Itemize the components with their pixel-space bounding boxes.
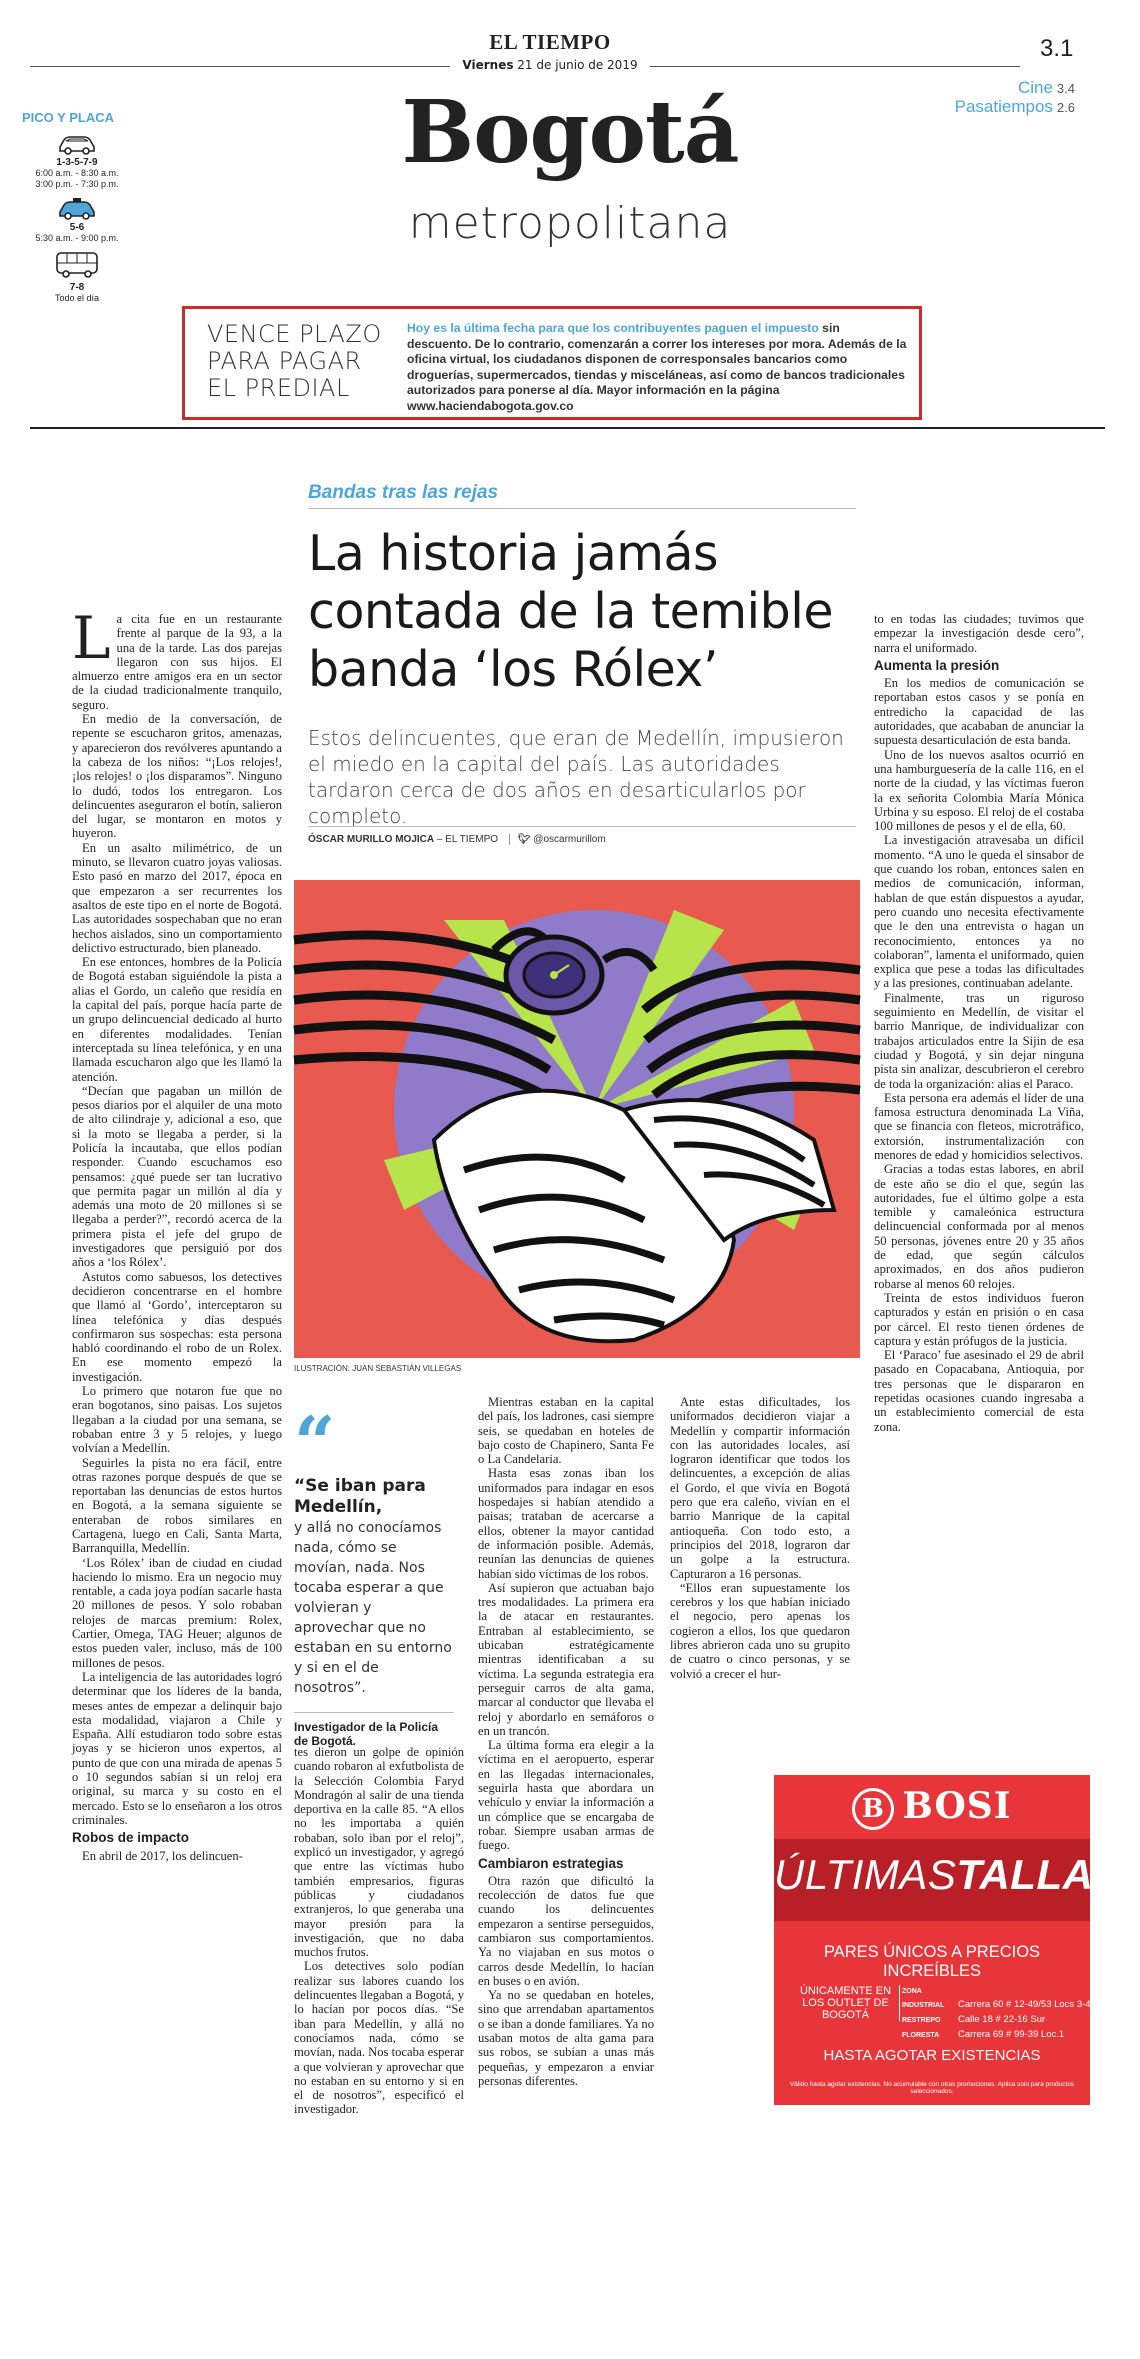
col3-paragraph: Otra razón que dificultó la recolección de datos fue que cuando los delincuentes empezaron a sentirse perseguidos, cambiaron sus comportamientos. Ya no viajaban en sus motos o carros desde Medellín, lo hacían en buses o en avión. <box>478 1873 654 1988</box>
illustration-caption: ILUSTRACIÓN: JUAN SEBASTIÁN VILLEGAS <box>294 1364 462 1373</box>
date-rest: 21 de junio de 2019 <box>513 58 638 72</box>
col1-paragraph: ‘Los Rólex’ iban de ciudad en ciudad haciendo lo mismo. Era un negocio muy rentable, a cada joya podían sacarle hasta 20 millones de pesos. Y solo robaban relojes de marcas premium: Rolex, Cartier, Omega, TAG Heuer; algunos de estos pueden valer, incluso, más de 100 millones de pesos. <box>72 1555 282 1670</box>
xref-pasatiempos-page: 2.6 <box>1056 100 1075 115</box>
section-subtitle: metropolitana <box>408 198 732 249</box>
date-weekday: Viernes <box>462 58 514 72</box>
bus-icon <box>54 250 100 280</box>
col5-paragraph: En los medios de comunicación se reportaban estos casos y se ponía en entredicho la capacidad de las autoridades, que acababan de anunciar la supuesta desarticulación de esta banda. <box>874 676 1084 748</box>
xref-cine-label: Cine <box>1017 78 1053 97</box>
xref-cine-page: 3.4 <box>1056 81 1075 96</box>
ad-store <box>902 2013 1102 2028</box>
pull-quote-lead: “Se iban para Medellín, <box>294 1476 426 1517</box>
times-taxi: 5:30 a.m. - 9:00 p.m. <box>35 233 119 243</box>
ad-store-address: Carrera 69 # 99-39 Loc.1 <box>958 2029 1065 2040</box>
pull-quote-attribution: Investigador de la Policía de Bogotá. <box>294 1712 454 1748</box>
ad-store-addresses <box>902 1985 1102 2043</box>
twitter-icon: 🐦︎ <box>517 834 531 845</box>
article-headline: La historia jamás contada de la temible banda ‘los Rólex’ <box>308 525 834 698</box>
col3-paragraph: Mientras estaban en la capital del país, los ladrones, casi siempre seis, se quedaban en hoteles de bajo costo de Chapinero, Santa Fe o La Candelaria. <box>478 1395 654 1467</box>
ad-store-zone: RESTREPO <box>902 2017 941 2024</box>
article-column-5 <box>874 612 1084 1737</box>
plates-car: 1-3-5-7-9 <box>56 157 98 168</box>
col5-paragraph: Gracias a todas estas labores, en abril de este año se dio el que, según las autoridades, fue el último golpe a esta temible y camaleónica estructura delincuencial conformada por al menos 50 personas, jóvenes entre 20 y 35 años de edad, que según cálculos aproximados, en dos años pudieron robarse al menos 60 relojes. <box>874 1162 1084 1291</box>
ad-outlet-label: ÚNICAMENTE EN LOS OUTLET DE BOGOTÁ <box>798 1985 900 2021</box>
issue-date <box>400 58 700 72</box>
pull-quote-text: y allá no conocíamos nada, cómo se movían, nada. Nos tocaba esperar a que volvieran y aprovechar que no estaban en su entorno y si en el de nosotros”. <box>294 1520 452 1696</box>
col5-paragraph: Treinta de estos individuos fueron capturados y están en prisión o en casa por cárcel. El resto tienen órdenes de captura y están prófugos de la justicia. <box>874 1290 1084 1348</box>
col1-paragraph: En un asalto milimétrico, de un minuto, se llevaron cuatro joyas valiosas. Esto pasó en marzo del 2017, época en que empezaron a ser recurrentes los asaltos de este tipo en el norte de Bogotá. Las autoridades sospechaban que no eran hechos aislados, sino un comportamiento delictivo estructurado, bien planeado. <box>72 840 282 955</box>
col1-paragraph: En abril de 2017, los delincuen- <box>82 1848 243 1863</box>
col1-paragraph: En ese entonces, hombres de la Policía de Bogotá estaban siguiéndole la pista a alias el Gordo, un caleño que residía en la capital del país, porque hacía parte de un grupo delincuencial dedicado al hurto en diferentes modalidades. Tenían interceptada su línea telefónica, y en una llamada escucharon algo que les llamó la atención. <box>72 955 282 1084</box>
masthead-rule-left <box>30 66 450 67</box>
twitter-handle[interactable] <box>509 834 606 845</box>
taxi-icon <box>56 196 98 220</box>
col1-paragraph: La inteligencia de las autoridades logró determinar que los líderes de la banda, meses antes de empezar a delinquir bajo esta modalidad, viajaron a Chile y España. Allí estudiaron todo sobre estas joyas y se hicieron unos expertos, al punto de que con una mirada de apenas 5 o 10 segundos sabían si un reloj era original, su marca y su costo en el mercado. Esto se lo enseñaron a los otros criminales. <box>72 1669 282 1827</box>
article-column-1 <box>72 604 282 2142</box>
byline-author: ÓSCAR MURILLO MOJICA <box>308 834 435 845</box>
col1-paragraph: En medio de la conversación, de repente se escucharon gritos, amenazas, y aparecieron dos revólveres apuntando a la cabeza de los niños: “¡Los relojes!, ¡los relojes! o ¡los disparamos”. Ninguno lo dudó, todos los entregaron. Los delincuentes aseguraron el botín, salieron del lugar, se montaron en motos y huyeron. <box>72 712 282 841</box>
bosi-logo-mark: B <box>852 1788 894 1830</box>
article-column-4 <box>670 1395 850 1755</box>
twitter-handle-text: @oscarmurillom <box>533 834 606 845</box>
subhead-cambiaron-estrategias: Cambiaron estrategias <box>478 1855 624 1871</box>
ad-store-zone: ZONA INDUSTRIAL <box>902 1988 945 2009</box>
ad-store <box>902 2028 1102 2043</box>
bosi-logo <box>774 1785 1090 1830</box>
bosi-logo-text: BOSI <box>902 1785 1012 1827</box>
col5-paragraph: Uno de los nuevos asaltos ocurrió en una hamburguesería de la calle 116, en el norte de la ciudad, y las víctimas fueron la ex señorita Colombia María Mónica Urbina y su esposo. El reloj de el costaba 100 millones de pesos y el de ella, 60. <box>874 747 1084 834</box>
col2-paragraph: Los detectives solo podían realizar sus labores cuando los delincuentes llegaban a Bogotá, y lo hacían por pocos días. “Se iban para Medellín, y allá no conocíamos nada, cómo se movían, nada. Nos tocaba esperar a que volvieran y aprovechar que no estaban en su entorno y si en el de nosotros”, especificó el investigador. <box>294 1959 464 2117</box>
article-deck: Estos delincuentes, que eran de Medellín, impusieron el miedo en la capital del país. Las autoridades tardaron cerca de dos años en desarticularlos por completo. <box>308 726 844 828</box>
predial-lead: Hoy es la última fecha para que los contribuyentes paguen el impuesto <box>407 321 819 335</box>
subhead-aumenta-la-presion: Aumenta la presión <box>874 657 1000 673</box>
pico-y-placa <box>22 110 132 304</box>
col1-paragraph: Astutos como sabuesos, los detectives decidieron concentrarse en el hombre que llamó al ‘Gordo’, interceptaron su línea telefónica y días después confirmaron sus sospechas: esta persona habló coordinando el robo de un Rolex. En ese momento empezó la investigación. <box>72 1269 282 1384</box>
col4-paragraph: “Ellos eran supuestamente los cerebros y los que habían iniciado el negocio, pero apenas los cogieron a ellos, los que quedaron libres abrieron cada uno su grupito de cuatro o cinco personas, y se volvió a crecer el hur- <box>670 1580 850 1681</box>
masthead-rule-right <box>650 66 1020 67</box>
article-byline <box>308 826 856 845</box>
ad-headline-light: ÚLTIMAS <box>774 1851 957 1898</box>
quote-mark-icon: “ <box>294 1400 336 1485</box>
drop-cap: L <box>72 604 111 672</box>
section-divider <box>30 427 1105 429</box>
times-bus: Todo el día <box>54 293 100 303</box>
predial-headline <box>207 321 407 402</box>
ad-until-stock-lasts: HASTA AGOTAR EXISTENCIAS <box>823 2047 1041 2064</box>
predial-notice <box>182 306 922 420</box>
ad-headline <box>774 1851 1122 1899</box>
col3-paragraph: Ya no se quedaban en hoteles, sino que arrendaban apartamentos o se iban a donde familiares. Ya no usaban motos de alta gama para sus robos, se subían a unas más pequeñas, y empezaron a enviar personas diferentes. <box>478 1988 654 2088</box>
predial-body <box>407 321 907 414</box>
plates-taxi: 5-6 <box>69 222 85 233</box>
ad-store <box>902 1985 1102 2013</box>
subhead-robos-de-impacto: Robos de impacto <box>72 1830 190 1846</box>
section-title: Bogotá <box>401 82 739 183</box>
predial-headline-line: VENCE PLAZO <box>207 320 382 348</box>
article-column-2 <box>294 1745 464 2135</box>
col5-paragraph: Esta persona era además el líder de una famosa estructura denominada La Viña, que se financia con fleteos, microtráfico, extorsión, instrumentalización con menores de edad y homicidios selectivos. <box>874 1090 1084 1162</box>
col3-paragraph: Así supieron que actuaban bajo tres modalidades. La primera era la de atacar en restaurantes. Entraban al establecimiento, se ubicaban estratégicamente mientras identificaban a su víctima. La segunda estrategia era perseguir carros de alta gama, marcar al conductor que llevaba el reloj y abordarlo en semáforos o en un trancón. <box>478 1580 654 1738</box>
col5-paragraph: to en todas las ciudades; tuvimos que empezar la investigación desde cero”, narra el uniformado. <box>874 612 1084 655</box>
col5-paragraph: El ‘Paraco’ fue asesinado el 29 de abril pasado en Copacabana, Antioquia, por tres personas que le dispararon en repetidas ocasiones cuando ingresaba a un establecimiento comercial de esta zona. <box>874 1348 1084 1434</box>
pico-y-placa-title: PICO Y PLACA <box>22 110 114 125</box>
col1-paragraph: Seguirles la pista no era fácil, entre otras razones porque después de que se reportaban las denuncias de estos hurtos en Bogotá, a la semana siguiente se enteraban de robos similares en Cartagena, luego en Cali, Santa Marta, Barranquilla, Medellín. <box>72 1455 282 1556</box>
byline-outlet: – EL TIEMPO <box>434 834 499 845</box>
col5-paragraph: La investigación atravesaba un difícil momento. “A uno le queda el sinsabor de que cuando los roban, entonces salen en medios de comunicación, informan, hablan de que están dispuestos a ayudar, pero cuando uno necesita efectivamente que le den una entrevista o hagan un reconocimiento, entonces ya no colaboran”, lamenta el uniformado, quien explica que pese a todas las dificultades y a las presiones, continuaban adelante. <box>874 833 1084 991</box>
col1-paragraph: Lo primero que notaron fue que no eran bogotanos, sino paisas. Los sujetos llegaban a la ciudad por una semana, se robaban entre 3 y 5 relojes, y luego volvían a Medellín. <box>72 1384 282 1456</box>
article-illustration <box>294 880 860 1358</box>
ad-store-zone: FLORESTA <box>902 2032 940 2039</box>
times-car-2: 3:00 p.m. - 7:30 p.m. <box>35 179 119 189</box>
predial-headline-line: EL PREDIAL <box>207 374 350 402</box>
col1-first-paragraph: a cita fue en un restaurante frente al parque de la 93, a la una de la tarde. Las dos parejas llegaron con sus hijos. El almuerzo entre amigos era en un sector de la ciudad tradicionalmente tranquilo, seguro. <box>72 612 282 712</box>
col3-paragraph: Hasta esas zonas iban los uniformados para indagar en esos hospedajes si habían atendido a paisas; trataban de acercarse a ellos, obtener la mayor cantidad de información posible. Además, reunían las denuncias de quienes habían sido víctimas de los robos. <box>478 1466 654 1581</box>
ad-store-address: Carrera 60 # 12-49/53 Locs 3-4 <box>958 1999 1091 2010</box>
car-icon <box>56 131 98 155</box>
page-number: 3.1 <box>1040 35 1074 62</box>
handshake-watch-illustration <box>294 880 860 1358</box>
times-car-1: 6:00 a.m. - 8:30 a.m. <box>35 168 119 178</box>
col3-paragraph: La última forma era elegir a la víctima en el aeropuerto, esperar en las llegadas internacionales, seguirla hasta que abordara un vehículo y enviar la información a un cómplice que se encargaba de robar. Siempre usaban armas de fuego. <box>478 1738 654 1853</box>
plates-bus: 7-8 <box>69 282 85 293</box>
predial-text: sin descuento. De lo contrario, comenzarán a correr los intereses por mora. Además de la oficina virtual, los ciudadanos disponen de corresponsales bancarios como droguerías, supermercados, tiendas y misceláneas, así como de bancos tradicionales autorizados para ponerse al día. Mayor información en la página www.haciendabogota.gov.co <box>407 321 907 413</box>
article-kicker: Bandas tras las rejas <box>308 482 499 503</box>
xref-pasatiempos-label: Pasatiempos <box>954 97 1053 116</box>
article-column-3 <box>478 1395 654 2135</box>
col5-paragraph: Finalmente, tras un riguroso seguimiento en Medellín, de visitar el barrio Manrique, de individualizar con trabajos articulados entre la Sijin de esa ciudad y Bogotá, y sin dejar ninguna pista sin analizar, descubrieron el cerebro de toda la organización: alias el Paraco. <box>874 990 1084 1091</box>
ad-headline-bold: TALLAS <box>956 1851 1122 1898</box>
bosi-advertisement[interactable] <box>774 1775 1122 2105</box>
pull-quote <box>294 1400 454 1748</box>
kicker-rule <box>308 508 856 509</box>
ad-fine-print: Válido hasta agotar existencias. No acumulable con otras promociones. Aplica solo para productos seleccionados. <box>789 2081 1075 2095</box>
col4-paragraph: Ante estas dificultades, los uniformados decidieron viajar a Medellín y compartir información con las autoridades locales, así lograron identificar que todos los delincuentes, a excepción de alias el Gordo, el que vivía en Bogotá pero que era caleño, vivían en el barrio Manrique de la capital antioqueña. Con todo esto, a principios del 2018, lograron dar un golpe a la estructura. Capturaron a 16 personas. <box>670 1395 850 1581</box>
predial-headline-line: PARA PAGAR <box>207 347 362 375</box>
ad-subheadline: PARES ÚNICOS A PRECIOS INCREÍBLES <box>823 1943 1041 1980</box>
ad-store-address: Calle 18 # 22-16 Sur <box>958 2014 1046 2025</box>
newspaper-brand: EL TIEMPO <box>489 30 611 54</box>
col1-paragraph: “Decían que pagaban un millón de pesos diarios por el alquiler de una moto de alto cilindraje y, adicional a eso, que si la moto se llegaba a perder, si la Policía la incautaba, que ellos podían responder. Cuando escuchamos eso pensamos: ¿qué puede ser tan lucrativo que permita pagar un millón al día y además una moto de 20 millones si se llegaba a perder?”, recordó acerca de la primera pista el jefe del grupo de investigadores que persiguió por dos años a ‘los Rólex’. <box>72 1083 282 1270</box>
col2-paragraph: tes dieron un golpe de opinión cuando robaron al exfutbolista de la Selección Colombia Faryd Mondragón al salir de una tienda deportiva en la calle 85. “A ellos no les importaba a quién robaban, solo iban por el reloj”, explicó un investigador, y agregó que entre las víctimas hubo también empresarios, figuras públicas y ciudadanos extranjeros, lo que generaba una mayor presión para la investigación, que no daba muchos frutos. <box>294 1745 464 1960</box>
